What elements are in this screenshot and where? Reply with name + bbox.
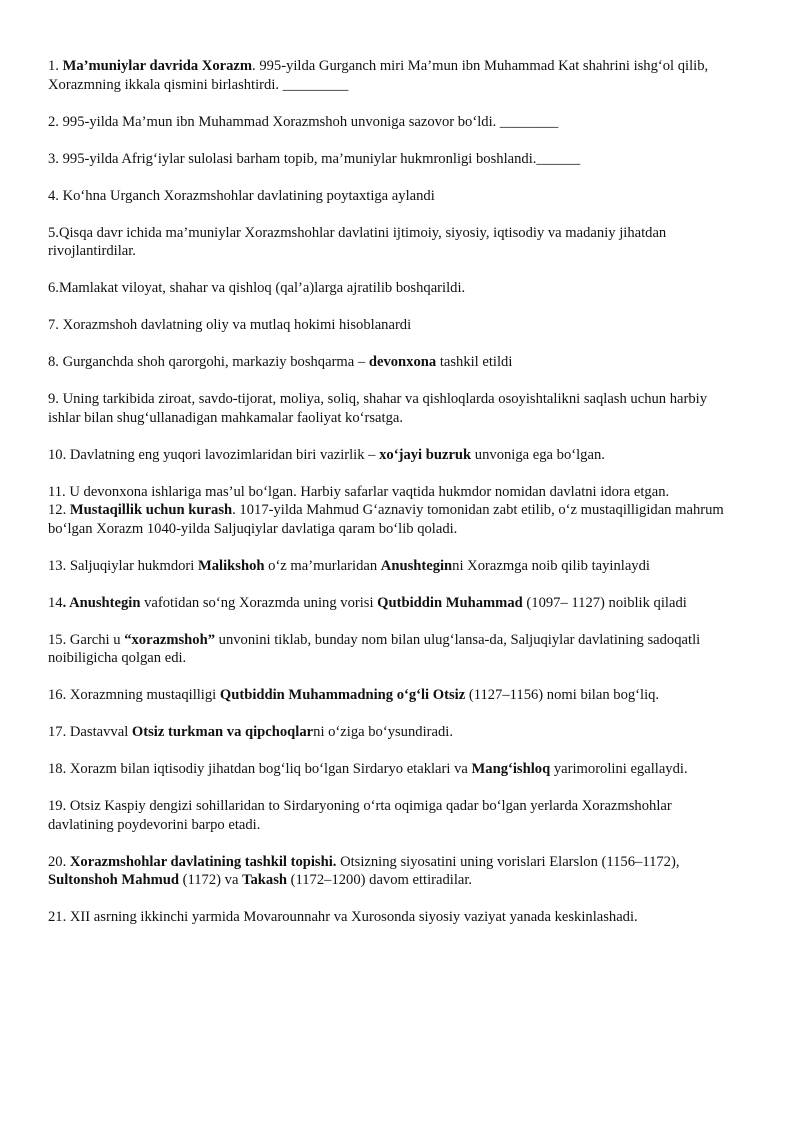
text-run: 3. 995-yilda Afrig‘iylar sulolasi barham topib, ma’muniylar hukmronligi boshlandi.______ xyxy=(48,150,581,167)
bold-term: Mang‘ishloq xyxy=(471,761,551,777)
text-run: 20. xyxy=(48,853,70,870)
paragraph-10 xyxy=(48,446,728,465)
bold-term: devonxona xyxy=(368,354,437,370)
text-run: Otsizning siyosatini uning vorislari Elarslon (1156–1172), xyxy=(336,853,680,870)
text-run: 1. xyxy=(48,58,63,74)
paragraph-21 xyxy=(48,908,728,927)
text-run: 2. 995-yilda Ma’mun ibn Muhammad Xorazmshoh unvoniga sazovor bo‘ldi. ________ xyxy=(48,113,559,130)
text-run: unvoniga ega bo‘lgan. xyxy=(471,446,605,463)
text-run: (1127–1156) nomi bilan bog‘liq. xyxy=(465,687,660,703)
text-run: 18. Xorazm bilan iqtisodiy jihatdan bog‘liq bo‘lgan Sirdaryo etaklari va xyxy=(48,761,472,777)
text-run: 8. Gurganchda shoh qarorgohi, markaziy boshqarma – xyxy=(48,354,369,370)
text-run: 10. Davlatning eng yuqori lavozimlaridan biri vazirlik – xyxy=(48,446,380,463)
text-run: 17. Dastavval xyxy=(48,724,132,740)
text-run: (1172) va xyxy=(179,872,243,888)
paragraph-12 xyxy=(48,501,728,538)
bold-term: Otsiz turkman va qipchoqlar xyxy=(131,724,314,740)
text-run: 15. Garchi u xyxy=(48,631,125,648)
text-run: o‘z ma’murlaridan xyxy=(264,557,381,574)
bold-term: Qutbiddin Muhammad xyxy=(377,594,523,611)
bold-term: Takash xyxy=(242,872,287,888)
paragraph-4 xyxy=(48,187,728,206)
document-page xyxy=(48,57,728,945)
paragraph-5 xyxy=(48,224,728,261)
paragraph-7 xyxy=(48,316,728,335)
text-run: 9. Uning tarkibida ziroat, savdo-tijorat, moliya, soliq, shahar va qishloqlarda osoyishtalikni saqlash uchun harbiy ishlar bilan shug‘ullanadigan mahkamalar faoliyat ko‘rsatga. xyxy=(48,391,708,426)
bold-term: “xorazmshoh” xyxy=(124,631,216,648)
text-run: 13. Saljuqiylar hukmdori xyxy=(48,557,198,574)
text-run: 14 xyxy=(48,594,63,611)
text-run: . 995-yilda Gurganch miri Ma’mun ibn Muhammad Kat shahrini ishg‘ol qilib, Xorazmning ikkala qismini birlashtirdi. _________ xyxy=(48,58,709,93)
bold-term: Mustaqillik uchun kurash xyxy=(69,502,233,518)
text-run: 21. XII asrning ikkinchi yarmida Movarounnahr va Xurosonda siyosiy vaziyat yanada keskinlashadi. xyxy=(48,909,638,925)
bold-term: Ma’muniylar davrida Xorazm xyxy=(62,58,253,74)
text-run: 7. Xorazmshoh davlatning oliy va mutlaq hokimi hisoblanardi xyxy=(48,317,412,333)
text-run: 12. xyxy=(48,502,70,518)
text-run: (1097– 1127) noiblik qiladi xyxy=(522,594,687,611)
text-run: (1172–1200) davom ettiradilar. xyxy=(287,872,473,888)
paragraph-13 xyxy=(48,557,728,576)
text-run: 19. Otsiz Kaspiy dengizi sohillaridan to Sirdaryoning o‘rta oqimiga qadar bo‘lgan yerlarda Xorazmshohlar davlatining poydevorini barpo etadi. xyxy=(48,798,672,833)
paragraph-19 xyxy=(48,797,728,834)
text-run: tashkil etildi xyxy=(436,354,513,370)
text-run: 6.Mamlakat viloyat, shahar va qishloq (qal’a)larga ajratilib boshqarildi. xyxy=(48,280,466,296)
paragraph-8 xyxy=(48,353,728,372)
paragraph-11 xyxy=(48,483,728,502)
paragraph-9 xyxy=(48,390,728,427)
text-run: 5.Qisqa davr ichida ma’muniylar Xorazmshohlar davlatini ijtimoiy, siyosiy, iqtisodiy va madaniy jihatdan rivojlantirdilar. xyxy=(48,224,667,259)
text-run: ni Xorazmga noib qilib tayinlaydi xyxy=(452,557,650,574)
paragraph-16 xyxy=(48,686,728,705)
text-run: yarimorolini egallaydi. xyxy=(550,761,688,777)
bold-term: Sultonshoh Mahmud xyxy=(48,872,179,888)
text-run: 11. U devonxona ishlariga mas’ul bo‘lgan. Harbiy safarlar vaqtida hukmdor nomidan davlatni idora etgan. xyxy=(48,483,670,500)
text-run: unvonini tiklab, bunday nom bilan ulug‘lansa-da, Saljuqiylar davlatining sadoqatli noibiligicha qolgan edi. xyxy=(48,631,701,666)
paragraph-15 xyxy=(48,631,728,668)
paragraph-6 xyxy=(48,279,728,298)
bold-term: Malikshoh xyxy=(197,557,265,574)
bold-term: . Anushtegin xyxy=(62,594,141,611)
bold-term: xo‘jayi buzruk xyxy=(379,446,472,463)
bold-term: Xorazmshohlar davlatining tashkil topishi. xyxy=(69,853,337,870)
text-run: ni o‘ziga bo‘ysundiradi. xyxy=(313,724,453,740)
bold-term: Qutbiddin Muhammadning o‘g‘li Otsiz xyxy=(219,687,466,703)
text-run: 16. Xorazmning mustaqilligi xyxy=(48,687,220,703)
bold-term: Anushtegin xyxy=(380,557,453,574)
paragraph-17 xyxy=(48,723,728,742)
text-run: vafotidan so‘ng Xorazmda uning vorisi xyxy=(140,594,378,611)
text-run: . 1017-yilda Mahmud G‘aznaviy tomonidan zabt etilib, o‘z mustaqilligidan mahrum bo‘lgan Xorazm 1040-yilda Saljuqiylar davlatiga qaram bo‘lib qoladi. xyxy=(48,502,724,537)
paragraph-20 xyxy=(48,853,728,890)
paragraph-18 xyxy=(48,760,728,779)
paragraph-3 xyxy=(48,150,728,169)
paragraph-1 xyxy=(48,57,728,94)
paragraph-2 xyxy=(48,113,728,132)
text-run: 4. Ko‘hna Urganch Xorazmshohlar davlatining poytaxtiga aylandi xyxy=(48,187,435,204)
paragraph-14 xyxy=(48,594,728,613)
